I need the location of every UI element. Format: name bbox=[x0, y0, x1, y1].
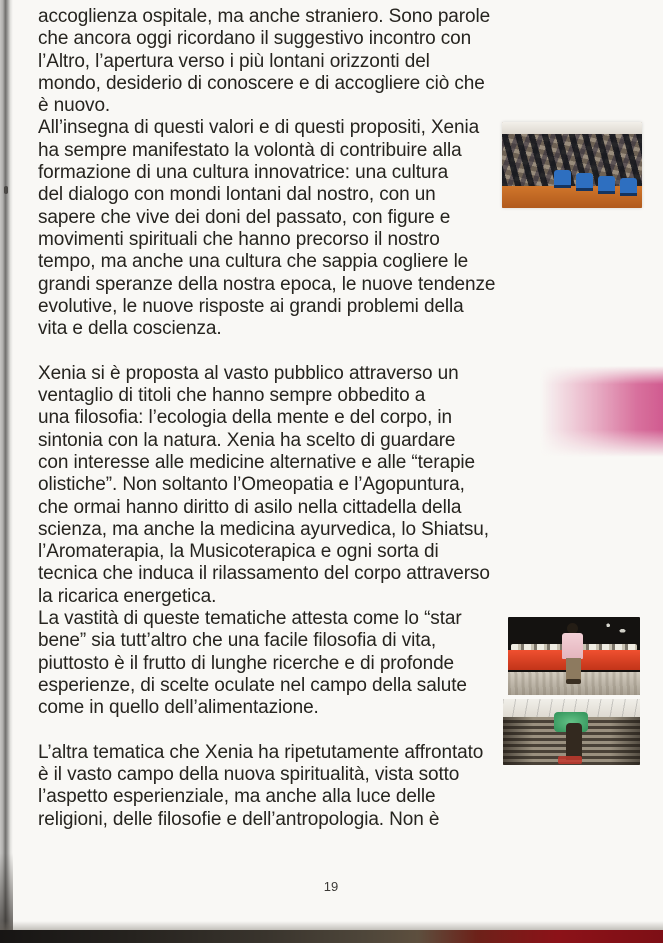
text-line bbox=[38, 340, 518, 362]
text-line: bene” sia tutt’altro che una facile filosofia di vita, bbox=[38, 630, 437, 652]
text-line: La vastità di queste tematiche attesta come lo “star bbox=[38, 608, 462, 630]
text-line: con interesse alle medicine alternative e alle “terapie bbox=[38, 451, 476, 473]
book-fair-tent-photo bbox=[503, 699, 640, 765]
text-line: l’Altro, l’apertura verso i più lontani orizzonti del bbox=[38, 50, 430, 72]
text-line: sapere che vive dei doni del passato, con figure e bbox=[38, 206, 451, 228]
audience-photo bbox=[502, 122, 642, 208]
text-line: una filosofia: l’ecologia della mente e del corpo, in bbox=[38, 407, 453, 429]
text-line: la ricarica energetica. bbox=[38, 585, 217, 607]
text-line: tecnica che induca il rilassamento del corpo attraverso bbox=[38, 563, 490, 585]
photo-person-feet bbox=[566, 679, 581, 684]
photo-person-shirt bbox=[562, 633, 583, 659]
text-line: esperienze, di scelte oculate nel campo della salute bbox=[38, 674, 467, 696]
photo-person-legs bbox=[566, 658, 581, 680]
text-line: grandi speranze della nostra epoca, le nuove tendenze bbox=[38, 273, 496, 295]
scan-bottom-shadow bbox=[0, 921, 663, 930]
text-line bbox=[38, 720, 518, 742]
scan-speck bbox=[4, 186, 8, 194]
text-line: ventaglio di titoli che hanno sempre obbedito a bbox=[38, 385, 426, 407]
photo-blue-chairs bbox=[554, 166, 638, 204]
text-line: accoglienza ospitale, ma anche straniero. Sono parole bbox=[38, 6, 491, 27]
scan-bottom-edge bbox=[0, 930, 663, 943]
text-line: del dialogo con mondi lontani dal nostro, con un bbox=[38, 184, 436, 206]
blue-chair bbox=[620, 178, 637, 204]
pink-gradient-decoration bbox=[540, 366, 663, 457]
text-line: scienza, ma anche la medicina ayurvedica, lo Shiatsu, bbox=[38, 518, 489, 540]
blue-chair bbox=[598, 176, 615, 202]
page-number: 19 bbox=[323, 879, 339, 894]
photo-person-silhouette bbox=[566, 723, 582, 760]
blue-chair bbox=[576, 173, 593, 199]
photo-red-detail bbox=[558, 756, 583, 763]
text-line: l’Aromaterapia, la Musicoterapica e ogni sorta di bbox=[38, 541, 439, 563]
text-line: che ancora oggi ricordano il suggestivo incontro con bbox=[38, 28, 472, 50]
text-line: piuttosto è il frutto di lunghe ricerche e di profonde bbox=[38, 652, 455, 674]
blue-chair bbox=[554, 170, 571, 196]
text-line: sintonia con la natura. Xenia ha scelto di guardare bbox=[38, 429, 456, 451]
text-line: All’insegna di questi valori e di questi propositi, Xenia bbox=[38, 117, 480, 139]
page-left-edge bbox=[0, 0, 13, 943]
text-line: tempo, ma anche una cultura che sappia cogliere le bbox=[38, 251, 469, 273]
text-line: olistiche”. Non soltanto l’Omeopatia e l’Agopuntura, bbox=[38, 474, 465, 496]
text-line: Xenia si è proposta al vasto pubblico attraverso un bbox=[38, 362, 459, 384]
text-line: religioni, delle filosofie e dell’antropologia. Non è bbox=[38, 808, 440, 830]
text-line: è nuovo. bbox=[38, 95, 111, 117]
text-line: evolutive, le nuove risposte ai grandi problemi della bbox=[38, 295, 464, 317]
text-line: formazione di una cultura innovatrice: una cultura bbox=[38, 162, 449, 184]
text-line: mondo, desiderio di conoscere e di accogliere ciò che bbox=[38, 72, 485, 94]
text-line: ha sempre manifestato la volontà di contribuire alla bbox=[38, 139, 462, 161]
text-line: l’aspetto esperienziale, ma anche alla luce delle bbox=[38, 786, 436, 808]
text-line: vita e della coscienza. bbox=[38, 318, 222, 340]
photo-ceiling-lights bbox=[603, 622, 629, 633]
text-line: come in quello dell’alimentazione. bbox=[38, 697, 319, 719]
text-line: che ormai hanno diritto di asilo nella cittadella della bbox=[38, 496, 462, 518]
body-text bbox=[38, 6, 518, 831]
text-line: L’altra tematica che Xenia ha ripetutamente affrontato bbox=[38, 741, 484, 763]
book-stand-photo bbox=[508, 617, 640, 695]
text-line: è il vasto campo della nuova spiritualità, vista sotto bbox=[38, 764, 460, 786]
text-line: movimenti spirituali che hanno precorso il nostro bbox=[38, 228, 440, 250]
